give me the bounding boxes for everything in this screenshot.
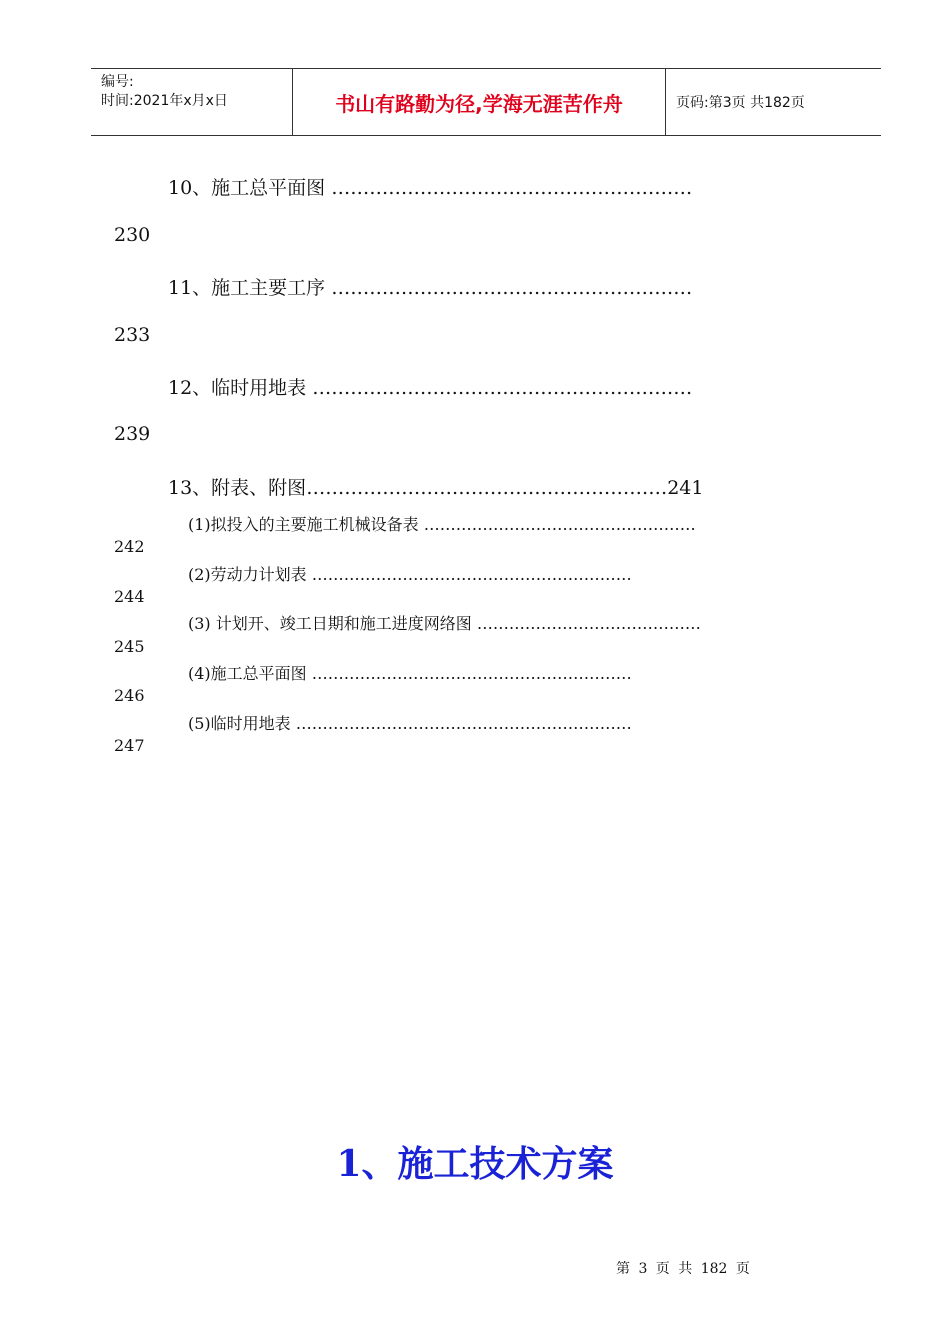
toc-leader-dots: ………………………………………………… bbox=[306, 477, 668, 499]
page-header bbox=[91, 68, 881, 136]
toc-page-number: 246 bbox=[114, 686, 145, 705]
toc-subentry[interactable] bbox=[188, 562, 632, 585]
toc-entry-title: (2)劳动力计划表 bbox=[188, 565, 312, 584]
toc-entry-title: (1)拟投入的主要施工机械设备表 bbox=[188, 515, 424, 534]
toc-subentry[interactable] bbox=[188, 512, 696, 535]
toc-entry[interactable] bbox=[168, 373, 692, 400]
section-title: 1、施工技术方案 bbox=[336, 1143, 614, 1185]
number-label: 编号: bbox=[101, 74, 134, 90]
toc-page-number: 245 bbox=[114, 637, 145, 656]
header-motto: 书山有路勤为径,学海无涯苦作舟 bbox=[293, 69, 666, 135]
header-meta bbox=[91, 69, 293, 135]
toc-page-number: 241 bbox=[667, 477, 704, 499]
toc-entry-title: (4)施工总平面图 bbox=[188, 664, 312, 683]
toc-leader-dots: …………………………………… bbox=[476, 614, 701, 633]
toc-page-number: 242 bbox=[114, 537, 145, 556]
toc-entry-title: (3) 计划开、竣工日期和施工进度网络图 bbox=[188, 614, 477, 633]
toc-subentry[interactable] bbox=[188, 711, 632, 734]
toc-entry-title: 13、附表、附图 bbox=[168, 477, 307, 499]
toc-page-number: 233 bbox=[114, 324, 151, 346]
toc-entry-title: 11、施工主要工序 bbox=[168, 277, 332, 299]
toc-entry[interactable] bbox=[168, 173, 692, 200]
toc-page-number: 230 bbox=[114, 224, 151, 246]
toc-entry[interactable] bbox=[168, 473, 703, 500]
toc-subentry[interactable] bbox=[188, 611, 701, 634]
toc-subentry[interactable] bbox=[188, 661, 632, 684]
time-label: 时间:2021年x月x日 bbox=[101, 93, 228, 109]
toc-page-number: 244 bbox=[114, 587, 145, 606]
toc-entry-title: 10、施工总平面图 bbox=[168, 177, 332, 199]
toc-entry[interactable] bbox=[168, 273, 692, 300]
toc-leader-dots: …………………………………………………… bbox=[311, 664, 632, 683]
toc-page-number: 247 bbox=[114, 736, 145, 755]
header-page-info: 页码:第3页 共182页 bbox=[676, 95, 805, 111]
toc-leader-dots: …………………………………………… bbox=[423, 515, 696, 534]
toc-leader-dots: ………………………………………………… bbox=[331, 177, 693, 199]
toc-page-number: 239 bbox=[114, 423, 151, 445]
page-footer: 第 3 页 共 182 页 bbox=[616, 1261, 750, 1277]
toc-entry-title: (5)临时用地表 bbox=[188, 714, 296, 733]
toc-leader-dots: …………………………………………………… bbox=[312, 377, 693, 399]
toc-entry-title: 12、临时用地表 bbox=[168, 377, 313, 399]
toc-leader-dots: ……………………………………………………… bbox=[295, 714, 632, 733]
toc-leader-dots: ………………………………………………… bbox=[331, 277, 693, 299]
toc-leader-dots: …………………………………………………… bbox=[311, 565, 632, 584]
